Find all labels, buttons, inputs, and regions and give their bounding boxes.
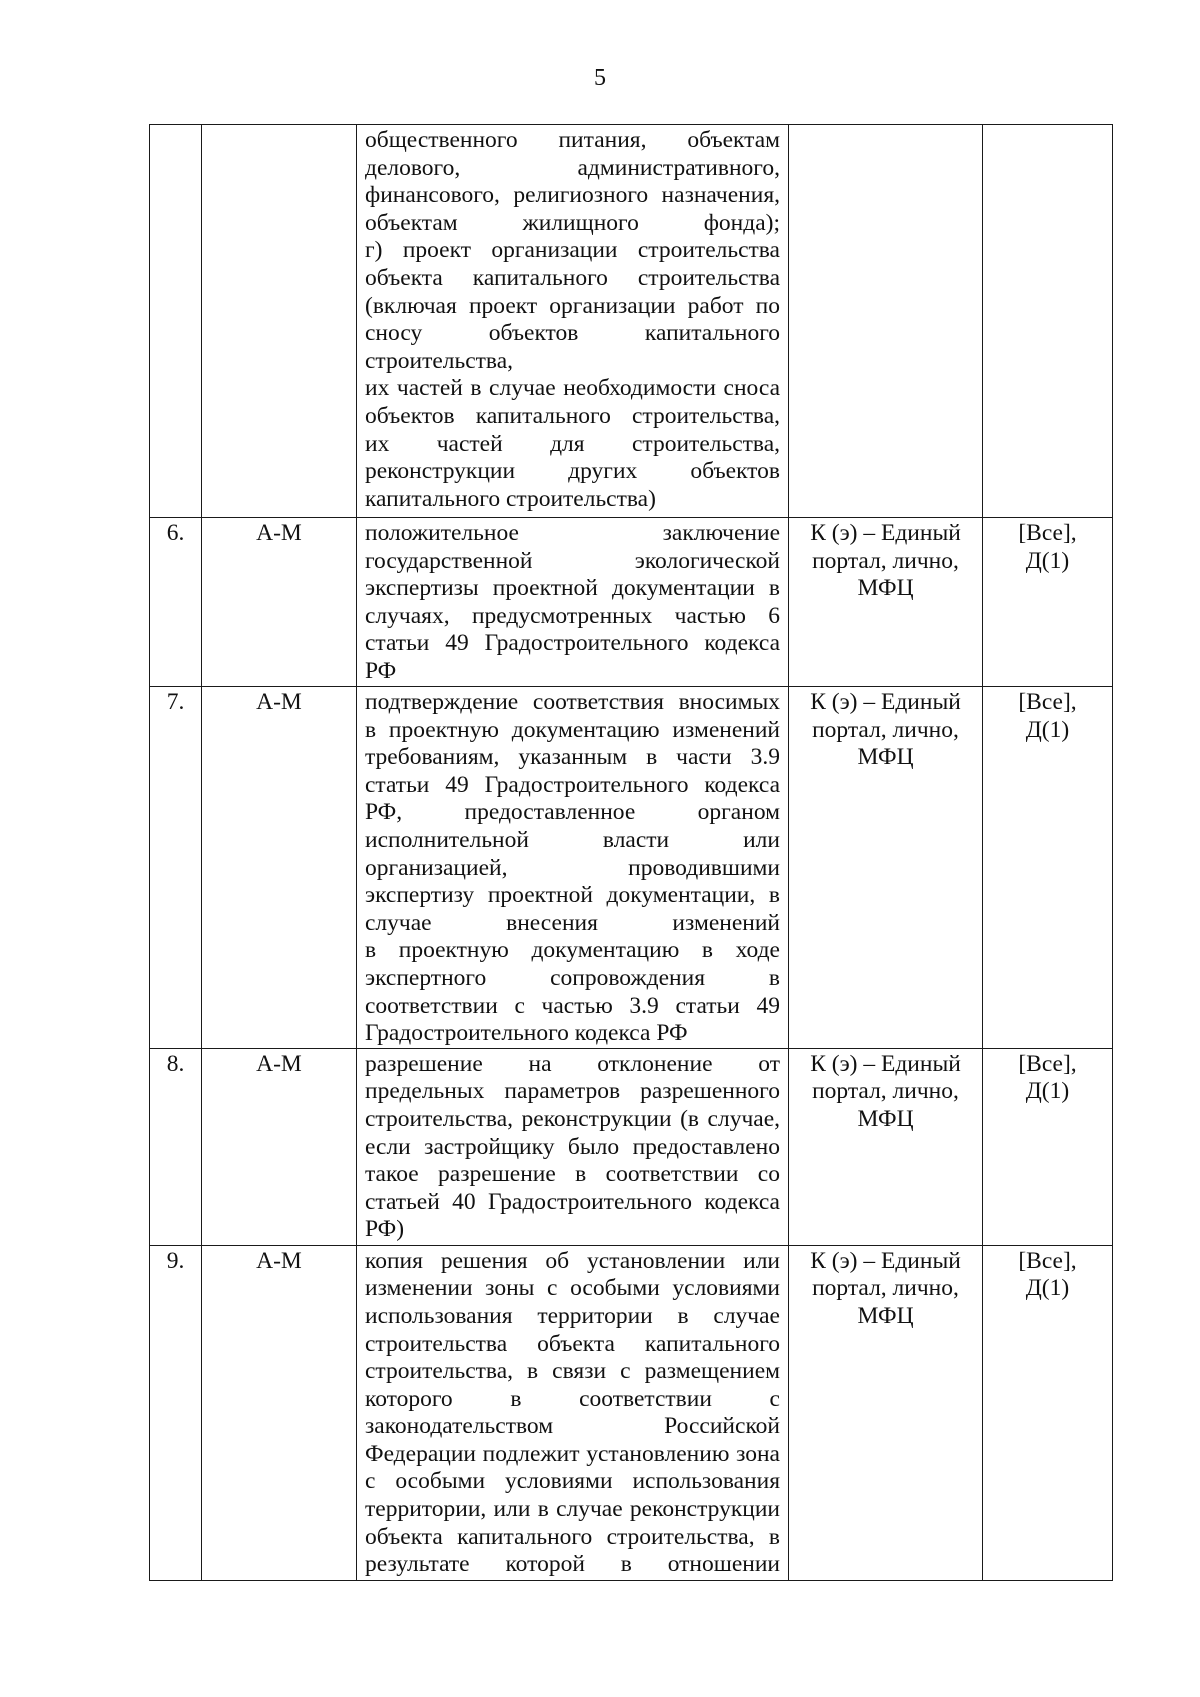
row-method-cell xyxy=(789,518,983,687)
row-code-cell: А-М xyxy=(202,518,357,687)
table-row xyxy=(150,518,1113,687)
description-line: предельных параметров разрешенного xyxy=(365,1078,780,1105)
method-line: МФЦ xyxy=(857,575,914,602)
row-method-cell xyxy=(789,125,983,518)
row-note-cell xyxy=(983,1048,1113,1245)
row-method-cell xyxy=(789,1245,983,1580)
description-line: исполнительной власти или xyxy=(365,826,780,853)
description-line: РФ, предоставленное органом xyxy=(365,799,780,826)
description-line: объектов капитального строительства, xyxy=(365,402,780,429)
row-number-cell: 8. xyxy=(150,1048,202,1245)
note-line: [Все], xyxy=(1018,1050,1077,1077)
method-line: МФЦ xyxy=(857,1105,914,1132)
note-line: Д(1) xyxy=(1025,1078,1070,1105)
table-row xyxy=(150,1048,1113,1245)
row-code-cell xyxy=(202,125,357,518)
method-line: К (э) – Единый xyxy=(810,1247,961,1274)
description-line: случаях, предусмотренных частью 6 xyxy=(365,602,780,629)
description-line: делового, административного, xyxy=(365,154,780,181)
description-line: реконструкции других объектов xyxy=(365,458,780,485)
description-line: Градостроительного кодекса РФ xyxy=(365,1020,688,1047)
row-number-cell: 9. xyxy=(150,1245,202,1580)
description-line: законодательством Российской xyxy=(365,1413,780,1440)
description-line: строительства, реконструкции (в случае, xyxy=(365,1105,780,1132)
method-line: К (э) – Единый xyxy=(810,520,961,546)
method-line: МФЦ xyxy=(857,744,914,771)
description-line: которого в соответствии с xyxy=(365,1385,780,1412)
description-line: случае внесения изменений xyxy=(365,909,780,936)
table-row xyxy=(150,1245,1113,1580)
row-code-cell: А-М xyxy=(202,1048,357,1245)
row-note-cell xyxy=(983,1245,1113,1580)
row-code-cell: А-М xyxy=(202,1245,357,1580)
row-description-cell xyxy=(357,125,789,518)
description-line: статьи 49 Градостроительного кодекса xyxy=(365,630,780,657)
description-line: соответствии с частью 3.9 статьи 49 xyxy=(365,992,780,1019)
description-line: организацией, проводившими xyxy=(365,854,780,881)
description-line: территории, или в случае реконструкции xyxy=(365,1496,780,1523)
row-note-cell xyxy=(983,125,1113,518)
row-note-cell xyxy=(983,687,1113,1049)
description-line: изменении зоны с особыми условиями xyxy=(365,1275,780,1302)
documents-table xyxy=(149,124,1113,1581)
page-number: 5 xyxy=(594,65,606,91)
description-line: статьи 49 Градостроительного кодекса xyxy=(365,771,780,798)
description-line: объекта капитального строительства xyxy=(365,264,780,291)
description-line: результате которой в отношении xyxy=(365,1551,780,1578)
description-line: капитального строительства) xyxy=(365,485,656,512)
description-line: их частей в случае необходимости сноса xyxy=(365,375,780,402)
description-line: разрешение на отклонение от xyxy=(365,1050,780,1077)
description-line: их частей для строительства, xyxy=(365,430,780,457)
note-line: [Все], xyxy=(1018,1247,1077,1274)
description-line: РФ xyxy=(365,657,397,684)
row-number-cell xyxy=(150,125,202,518)
description-line: использования территории в случае xyxy=(365,1302,780,1329)
description-line: строительства, xyxy=(365,347,513,374)
method-line: портал, лично, xyxy=(812,1275,959,1302)
description-line: экспертизу проектной документации, в xyxy=(365,882,780,909)
row-code-cell: А-М xyxy=(202,687,357,1049)
description-line: финансового, религиозного назначения, xyxy=(365,182,780,209)
method-line: портал, лично, xyxy=(812,547,959,574)
note-line: Д(1) xyxy=(1025,1275,1070,1302)
description-line: положительное заключение xyxy=(365,520,780,546)
row-method-cell xyxy=(789,1048,983,1245)
description-line: г) проект организации строительства xyxy=(365,237,780,264)
description-line: РФ) xyxy=(365,1216,405,1243)
description-line: экспертного сопровождения в xyxy=(365,964,780,991)
table-row xyxy=(150,125,1113,518)
description-line: с особыми условиями использования xyxy=(365,1468,780,1495)
method-line: портал, лично, xyxy=(812,716,959,743)
description-line: (включая проект организации работ по xyxy=(365,292,780,319)
row-method-cell xyxy=(789,687,983,1049)
description-line: требованиям, указанным в части 3.9 xyxy=(365,744,780,771)
note-line: [Все], xyxy=(1018,689,1077,715)
description-line: такое разрешение в соответствии со xyxy=(365,1161,780,1188)
description-line: объектам жилищного фонда); xyxy=(365,209,780,236)
row-number-cell: 7. xyxy=(150,687,202,1049)
table-row xyxy=(150,687,1113,1049)
note-line: Д(1) xyxy=(1025,547,1070,574)
method-line: МФЦ xyxy=(857,1302,914,1329)
description-line: государственной экологической xyxy=(365,547,780,574)
description-line: в проектную документацию изменений xyxy=(365,716,780,743)
row-description-cell xyxy=(357,1048,789,1245)
description-line: объекта капитального строительства, в xyxy=(365,1523,780,1550)
note-line: Д(1) xyxy=(1025,716,1070,743)
description-line: общественного питания, объектам xyxy=(365,127,780,153)
row-description-cell xyxy=(357,687,789,1049)
description-line: экспертизы проектной документации в xyxy=(365,575,780,602)
note-line: [Все], xyxy=(1018,520,1077,546)
description-line: подтверждение соответствия вносимых xyxy=(365,689,780,715)
description-line: если застройщику было предоставлено xyxy=(365,1133,780,1160)
row-number-cell: 6. xyxy=(150,518,202,687)
row-note-cell xyxy=(983,518,1113,687)
description-line: строительства объекта капитального xyxy=(365,1330,780,1357)
method-line: К (э) – Единый xyxy=(810,689,961,715)
description-line: копия решения об установлении или xyxy=(365,1247,780,1274)
description-line: сносу объектов капитального xyxy=(365,320,780,347)
row-description-cell xyxy=(357,518,789,687)
description-line: в проектную документацию в ходе xyxy=(365,937,780,964)
method-line: портал, лично, xyxy=(812,1078,959,1105)
method-line: К (э) – Единый xyxy=(810,1050,961,1077)
row-description-cell xyxy=(357,1245,789,1580)
description-line: Федерации подлежит установлению зона xyxy=(365,1440,780,1467)
description-line: строительства, в связи с размещением xyxy=(365,1358,780,1385)
description-line: статьей 40 Градостроительного кодекса xyxy=(365,1188,780,1215)
